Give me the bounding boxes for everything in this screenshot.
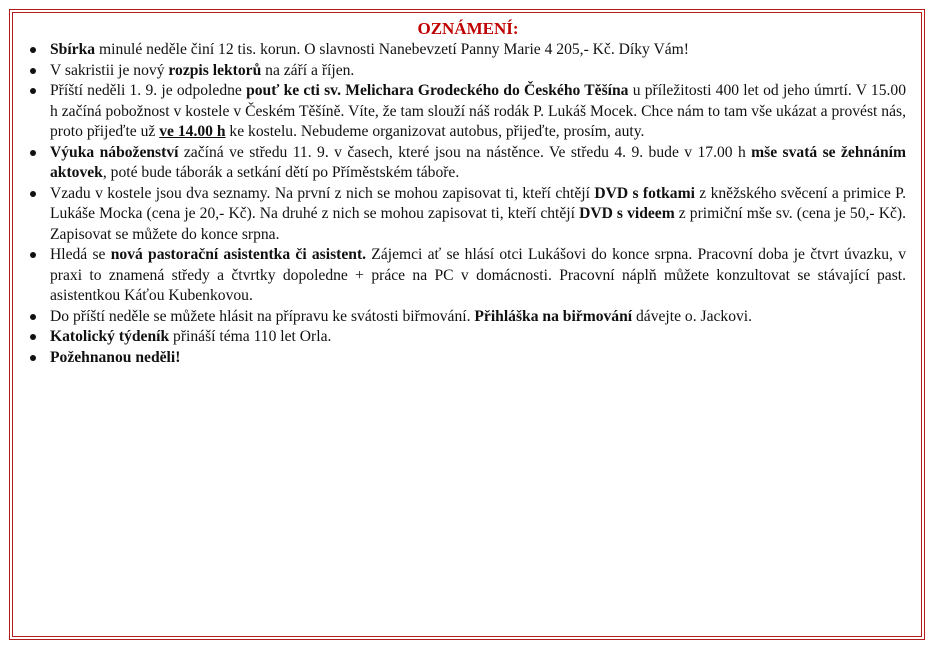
- body-text: u příležitosti 400 let od jeho úmrtí. V 15.00 h začíná pobožnost v kostele v Českém Těšíně. Víte, že tam slouží náš rodák P. Lukáš Mocek. Chce nám to tam vše ukázat a provést nás, proto přijeďte už: [50, 82, 906, 140]
- emphasis-text: mše svatá se žehnáním aktovek: [50, 143, 906, 181]
- bullet-icon: [30, 47, 36, 53]
- emphasis-text: DVD s fotkami: [594, 184, 695, 202]
- body-text: V sakristii je nový: [50, 61, 169, 79]
- emphasis-text: DVD s videem: [579, 205, 675, 222]
- announcement-item: [30, 40, 906, 61]
- emphasis-text: Katolický týdeník: [50, 328, 170, 345]
- emphasis-text: rozpis lektorů: [168, 61, 262, 79]
- announcement-item: [30, 327, 906, 348]
- announcement-item: [30, 348, 906, 369]
- bullet-icon: [30, 150, 36, 156]
- bullet-icon: [30, 252, 36, 258]
- announcement-item: [30, 61, 906, 82]
- bullet-icon: [30, 191, 36, 197]
- body-text: přináší téma 110 let Orla.: [169, 328, 332, 345]
- emphasis-text: ve 14.00 h: [159, 123, 226, 140]
- body-text: minulé neděle činí 12 tis. korun. O slavnosti Nanebevzetí Panny Marie 4 205,- Kč. Díky Vám!: [95, 41, 689, 58]
- bullet-icon: [30, 88, 36, 94]
- emphasis-text: nová pastorační asistentka či asistent.: [110, 246, 367, 263]
- announcement-document: [30, 18, 906, 368]
- body-text: , poté bude táborák a setkání dětí po Příměstském táboře.: [102, 164, 460, 181]
- body-text: Do příští neděle se můžete hlásit na přípravu ke svátosti biřmování.: [50, 307, 475, 325]
- announcement-title: OZNÁMENÍ:: [417, 19, 519, 38]
- announcement-list: [30, 40, 906, 368]
- body-text: Příští neděli 1. 9. je odpoledne: [50, 82, 247, 99]
- emphasis-text: Požehnanou neděli!: [50, 348, 181, 366]
- body-text: dávejte o. Jackovi.: [632, 307, 753, 325]
- body-text: Vzadu v kostele jsou dva seznamy. Na první z nich se mohou zapisovat ti, kteří chtějí: [50, 184, 595, 202]
- announcement-item: [30, 81, 906, 143]
- bullet-icon: [30, 314, 36, 320]
- bullet-icon: [30, 68, 36, 74]
- announcement-item: [30, 307, 906, 328]
- emphasis-text: Sbírka: [50, 41, 96, 58]
- bullet-icon: [30, 334, 36, 340]
- body-text: ke kostelu. Nebudeme organizovat autobus, přijeďte, prosím, auty.: [225, 123, 645, 140]
- body-text: Zájemci ať se hlásí otci Lukášovi do konce srpna. Pracovní doba je čtvrt úvazku, v praxi to znamená středy a čtvrtky dopoledne + práce na PC v domácnosti. Pracovní náplň můžete konzultovat se stávající past. asistentkou Káťou Kubenkovou.: [50, 246, 906, 304]
- announcement-item: [30, 184, 906, 246]
- body-text: z kněžského svěcení a primice P. Lukáše Mocka (cena je 20,- Kč). Na druhé z nich se mohou zapisovat ti, kteří chtějí: [50, 184, 906, 222]
- body-text: začíná ve středu 11. 9. v časech, které jsou na nástěnce. Ve středu 4. 9. bude v 17.00 h: [178, 143, 752, 161]
- body-text: z primiční mše sv. (cena je 50,- Kč). Zapisovat se můžete do konce srpna.: [50, 205, 906, 243]
- emphasis-text: Výuka náboženství: [50, 143, 179, 161]
- announcement-item: [30, 245, 906, 307]
- body-text: na září a říjen.: [261, 61, 355, 79]
- body-text: Hledá se: [50, 246, 111, 263]
- announcement-item: [30, 143, 906, 184]
- emphasis-text: Přihláška na biřmování: [474, 307, 633, 325]
- emphasis-text: pouť ke cti sv. Melichara Grodeckého do Českého Těšína: [246, 82, 629, 99]
- bullet-icon: [30, 355, 36, 361]
